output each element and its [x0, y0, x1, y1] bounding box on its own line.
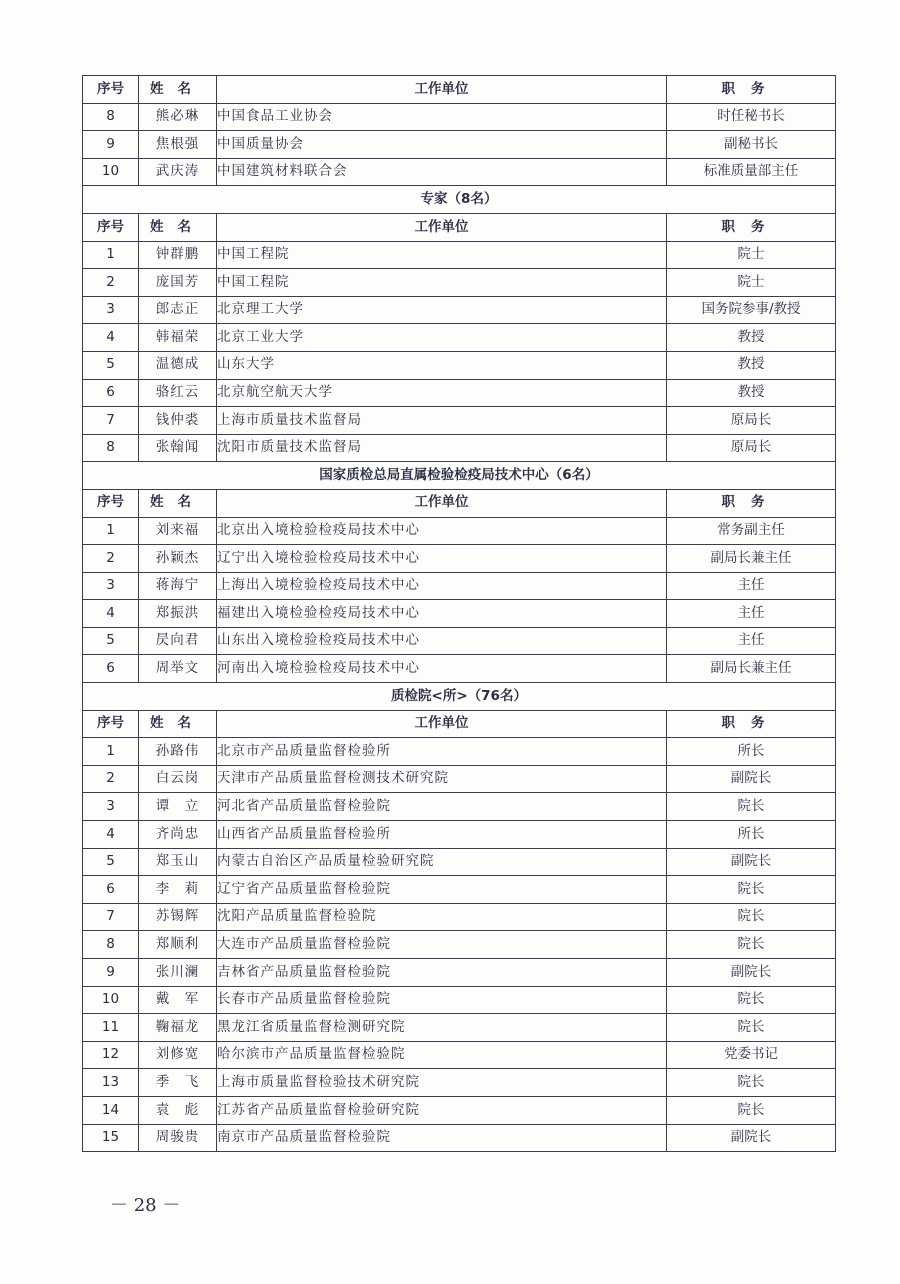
- header-position: 职务: [667, 710, 836, 738]
- header-name: 姓名: [139, 710, 217, 738]
- table-row: [83, 296, 836, 324]
- table-row: [83, 627, 836, 655]
- row-unit: 沈阳市质量技术监督局: [217, 434, 667, 462]
- header-row: [83, 76, 836, 104]
- row-unit: 大连市产品质量监督检验院: [217, 931, 667, 959]
- table-row: [83, 324, 836, 352]
- row-name: 戴 军: [139, 986, 217, 1014]
- section-title: 质检院<所>（76名）: [83, 683, 836, 711]
- row-name: 周骏贵: [139, 1124, 217, 1152]
- table-row: [83, 876, 836, 904]
- row-unit: 江苏省产品质量监督检验研究院: [217, 1096, 667, 1124]
- header-unit: 工作单位: [217, 213, 667, 241]
- table-row: [83, 821, 836, 849]
- row-position: 副院长: [667, 959, 836, 987]
- row-no: 1: [83, 517, 139, 545]
- table-row: [83, 986, 836, 1014]
- row-position: 主任: [667, 627, 836, 655]
- section-title-row: [83, 186, 836, 214]
- row-unit: 辽宁省产品质量监督检验院: [217, 876, 667, 904]
- row-position: 副局长兼主任: [667, 655, 836, 683]
- table-row: [83, 1069, 836, 1097]
- row-no: 3: [83, 793, 139, 821]
- row-position: 副院长: [667, 765, 836, 793]
- row-no: 2: [83, 545, 139, 573]
- row-position: 院长: [667, 1069, 836, 1097]
- row-position: 党委书记: [667, 1041, 836, 1069]
- row-name: 郑顺利: [139, 931, 217, 959]
- row-name: 李 莉: [139, 876, 217, 904]
- row-position: 副局长兼主任: [667, 545, 836, 573]
- row-no: 6: [83, 379, 139, 407]
- row-name: 白云岗: [139, 765, 217, 793]
- row-no: 4: [83, 600, 139, 628]
- table-row: [83, 131, 836, 159]
- row-unit: 上海市质量技术监督局: [217, 407, 667, 435]
- row-no: 2: [83, 269, 139, 297]
- header-unit: 工作单位: [217, 710, 667, 738]
- row-unit: 中国建筑材料联合会: [217, 158, 667, 186]
- table-row: [83, 351, 836, 379]
- row-unit: 山东出入境检验检疫局技术中心: [217, 627, 667, 655]
- header-no: 序号: [83, 710, 139, 738]
- row-position: 常务副主任: [667, 517, 836, 545]
- row-position: 院长: [667, 931, 836, 959]
- row-name: 周举文: [139, 655, 217, 683]
- row-name: 钟群鹏: [139, 241, 217, 269]
- row-no: 4: [83, 324, 139, 352]
- row-unit: 中国食品工业协会: [217, 103, 667, 131]
- row-name: 温德成: [139, 351, 217, 379]
- header-no: 序号: [83, 213, 139, 241]
- row-no: 9: [83, 131, 139, 159]
- row-no: 8: [83, 931, 139, 959]
- row-no: 3: [83, 572, 139, 600]
- row-unit: 天津市产品质量监督检测技术研究院: [217, 765, 667, 793]
- table-row: [83, 572, 836, 600]
- section-title: 国家质检总局直属检验检疫局技术中心（6名）: [83, 462, 836, 490]
- row-no: 10: [83, 986, 139, 1014]
- section-title-row: [83, 462, 836, 490]
- row-no: 7: [83, 903, 139, 931]
- row-no: 11: [83, 1014, 139, 1042]
- row-name: 焦根强: [139, 131, 217, 159]
- row-name: 齐尚忠: [139, 821, 217, 849]
- table-row: [83, 158, 836, 186]
- row-unit: 河北省产品质量监督检验院: [217, 793, 667, 821]
- row-name: 郑振洪: [139, 600, 217, 628]
- header-unit: 工作单位: [217, 76, 667, 104]
- table-row: [83, 848, 836, 876]
- header-no: 序号: [83, 489, 139, 517]
- table-row: [83, 103, 836, 131]
- header-row: [83, 213, 836, 241]
- table-row: [83, 407, 836, 435]
- table-row: [83, 931, 836, 959]
- row-unit: 上海出入境检验检疫局技术中心: [217, 572, 667, 600]
- row-unit: 河南出入境检验检疫局技术中心: [217, 655, 667, 683]
- row-position: 所长: [667, 738, 836, 766]
- section-title: 专家（8名）: [83, 186, 836, 214]
- row-position: 教授: [667, 351, 836, 379]
- row-unit: 中国工程院: [217, 269, 667, 297]
- table-row: [83, 1124, 836, 1152]
- row-position: 国务院参事/教授: [667, 296, 836, 324]
- row-name: 孙路伟: [139, 738, 217, 766]
- row-position: 主任: [667, 600, 836, 628]
- row-name: 钱仲裘: [139, 407, 217, 435]
- row-unit: 哈尔滨市产品质量监督检验院: [217, 1041, 667, 1069]
- table-row: [83, 1041, 836, 1069]
- row-position: 副院长: [667, 848, 836, 876]
- section-title-row: [83, 683, 836, 711]
- table-row: [83, 545, 836, 573]
- row-no: 3: [83, 296, 139, 324]
- row-unit: 北京理工大学: [217, 296, 667, 324]
- row-no: 9: [83, 959, 139, 987]
- header-position: 职务: [667, 489, 836, 517]
- row-position: 原局长: [667, 407, 836, 435]
- row-position: 教授: [667, 324, 836, 352]
- row-unit: 北京工业大学: [217, 324, 667, 352]
- row-name: 袁 彪: [139, 1096, 217, 1124]
- row-no: 1: [83, 241, 139, 269]
- row-name: 郑玉山: [139, 848, 217, 876]
- row-no: 12: [83, 1041, 139, 1069]
- row-position: 院长: [667, 1014, 836, 1042]
- table-row: [83, 517, 836, 545]
- personnel-table: [82, 75, 836, 1152]
- header-unit: 工作单位: [217, 489, 667, 517]
- row-unit: 北京出入境检验检疫局技术中心: [217, 517, 667, 545]
- table-row: [83, 269, 836, 297]
- row-unit: 上海市质量监督检验技术研究院: [217, 1069, 667, 1097]
- row-no: 10: [83, 158, 139, 186]
- row-position: 院长: [667, 876, 836, 904]
- row-position: 主任: [667, 572, 836, 600]
- table-row: [83, 1014, 836, 1042]
- row-name: 郎志正: [139, 296, 217, 324]
- row-unit: 长春市产品质量监督检验院: [217, 986, 667, 1014]
- header-row: [83, 710, 836, 738]
- header-name: 姓名: [139, 213, 217, 241]
- row-no: 5: [83, 351, 139, 379]
- table-row: [83, 903, 836, 931]
- row-no: 5: [83, 627, 139, 655]
- header-position: 职务: [667, 76, 836, 104]
- row-no: 15: [83, 1124, 139, 1152]
- row-no: 2: [83, 765, 139, 793]
- row-unit: 黑龙江省质量监督检测研究院: [217, 1014, 667, 1042]
- header-no: 序号: [83, 76, 139, 104]
- row-name: 孙颖杰: [139, 545, 217, 573]
- row-no: 13: [83, 1069, 139, 1097]
- header-name: 姓名: [139, 76, 217, 104]
- row-position: 所长: [667, 821, 836, 849]
- row-no: 5: [83, 848, 139, 876]
- row-no: 6: [83, 876, 139, 904]
- header-position: 职务: [667, 213, 836, 241]
- row-name: 武庆涛: [139, 158, 217, 186]
- row-position: 院长: [667, 903, 836, 931]
- row-position: 标准质量部主任: [667, 158, 836, 186]
- row-name: 苏锡辉: [139, 903, 217, 931]
- row-name: 蒋海宁: [139, 572, 217, 600]
- row-no: 8: [83, 434, 139, 462]
- row-position: 时任秘书长: [667, 103, 836, 131]
- page-number: － 28 －: [110, 1195, 181, 1216]
- table-row: [83, 600, 836, 628]
- row-unit: 山东大学: [217, 351, 667, 379]
- row-unit: 南京市产品质量监督检验院: [217, 1124, 667, 1152]
- row-name: 骆红云: [139, 379, 217, 407]
- row-position: 院长: [667, 986, 836, 1014]
- row-position: 原局长: [667, 434, 836, 462]
- table-row: [83, 379, 836, 407]
- header-row: [83, 489, 836, 517]
- row-no: 6: [83, 655, 139, 683]
- row-name: 谭 立: [139, 793, 217, 821]
- row-position: 院长: [667, 793, 836, 821]
- row-name: 鞠福龙: [139, 1014, 217, 1042]
- table-row: [83, 655, 836, 683]
- table-row: [83, 434, 836, 462]
- row-name: 季 飞: [139, 1069, 217, 1097]
- row-unit: 北京市产品质量监督检验所: [217, 738, 667, 766]
- row-unit: 内蒙古自治区产品质量检验研究院: [217, 848, 667, 876]
- row-position: 副院长: [667, 1124, 836, 1152]
- row-name: 张翰闻: [139, 434, 217, 462]
- row-no: 8: [83, 103, 139, 131]
- row-unit: 沈阳产品质量监督检验院: [217, 903, 667, 931]
- table-row: [83, 1096, 836, 1124]
- row-unit: 北京航空航天大学: [217, 379, 667, 407]
- row-name: 张川澜: [139, 959, 217, 987]
- row-unit: 辽宁出入境检验检疫局技术中心: [217, 545, 667, 573]
- row-name: 刘修宽: [139, 1041, 217, 1069]
- header-name: 姓名: [139, 489, 217, 517]
- row-position: 院士: [667, 269, 836, 297]
- table-row: [83, 241, 836, 269]
- row-name: 刘来福: [139, 517, 217, 545]
- row-name: 昃向君: [139, 627, 217, 655]
- row-no: 7: [83, 407, 139, 435]
- row-no: 4: [83, 821, 139, 849]
- row-name: 韩福荣: [139, 324, 217, 352]
- row-unit: 中国工程院: [217, 241, 667, 269]
- table-row: [83, 793, 836, 821]
- table-row: [83, 959, 836, 987]
- row-name: 庞国芳: [139, 269, 217, 297]
- row-position: 院士: [667, 241, 836, 269]
- row-no: 14: [83, 1096, 139, 1124]
- row-unit: 中国质量协会: [217, 131, 667, 159]
- row-position: 院长: [667, 1096, 836, 1124]
- table-row: [83, 765, 836, 793]
- row-unit: 福建出入境检验检疫局技术中心: [217, 600, 667, 628]
- row-no: 1: [83, 738, 139, 766]
- row-name: 熊必琳: [139, 103, 217, 131]
- row-position: 副秘书长: [667, 131, 836, 159]
- row-unit: 吉林省产品质量监督检验院: [217, 959, 667, 987]
- table-row: [83, 738, 836, 766]
- row-unit: 山西省产品质量监督检验所: [217, 821, 667, 849]
- row-position: 教授: [667, 379, 836, 407]
